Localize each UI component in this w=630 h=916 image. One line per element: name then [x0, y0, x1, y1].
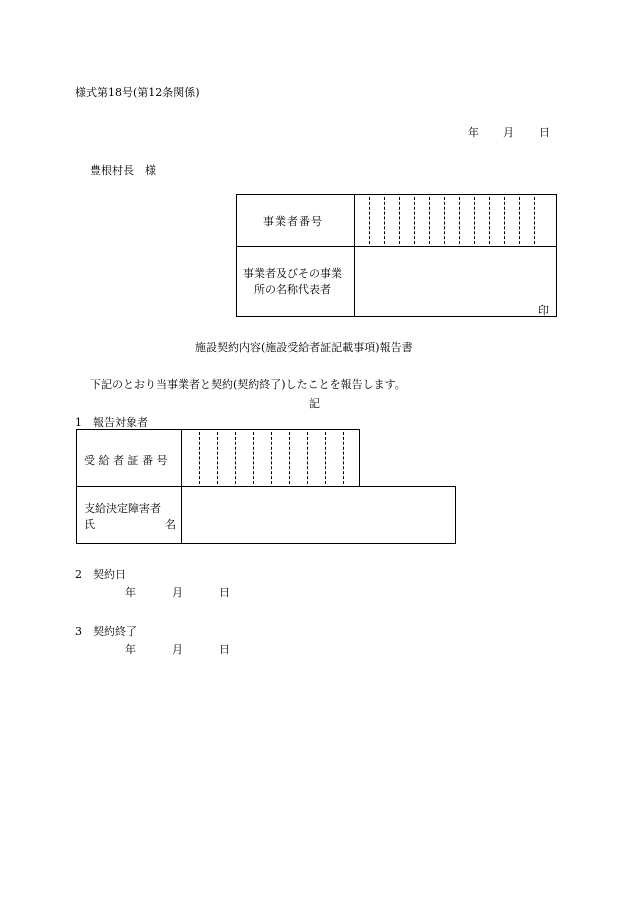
termination-date-year: 年	[125, 643, 136, 656]
form-number: 様式第18号(第12条関係)	[75, 86, 200, 99]
seal-mark: 印	[538, 304, 549, 317]
section2-heading: 2 契約日	[75, 568, 126, 581]
section1-heading: 1 報告対象者	[75, 416, 148, 429]
date-year: 年	[468, 126, 479, 139]
ki-heading: 記	[309, 397, 320, 410]
provider-number-label: 事業者番号	[263, 215, 323, 228]
report-title: 施設契約内容(施設受給者証記載事項)報告書	[195, 341, 413, 354]
recipient-number-table	[76, 429, 360, 487]
disabled-person-table	[76, 486, 456, 544]
date-month: 月	[503, 126, 514, 139]
contract-date-day: 日	[219, 586, 230, 599]
contract-date-month: 月	[172, 586, 183, 599]
contract-date-year: 年	[125, 586, 136, 599]
provider-name-label-line2: 所の名称代表者	[254, 283, 331, 296]
disabled-person-label-name-left: 氏	[84, 518, 95, 531]
body-text: 下記のとおり当事業者と契約(契約終了)したことを報告します。	[90, 378, 406, 391]
provider-name-label-line1: 事業者及びその事業	[243, 267, 342, 280]
recipient-number-label: 受 給 者 証 番 号	[84, 454, 168, 467]
termination-date-day: 日	[219, 643, 230, 656]
date-day: 日	[539, 126, 550, 139]
termination-date-month: 月	[172, 643, 183, 656]
disabled-person-label-name-right: 名	[165, 518, 176, 531]
provider-table	[236, 194, 557, 317]
disabled-person-label-line1: 支給決定障害者	[84, 502, 161, 515]
section3-heading: 3 契約終了	[75, 625, 137, 638]
addressee: 豊根村長 様	[90, 164, 156, 177]
